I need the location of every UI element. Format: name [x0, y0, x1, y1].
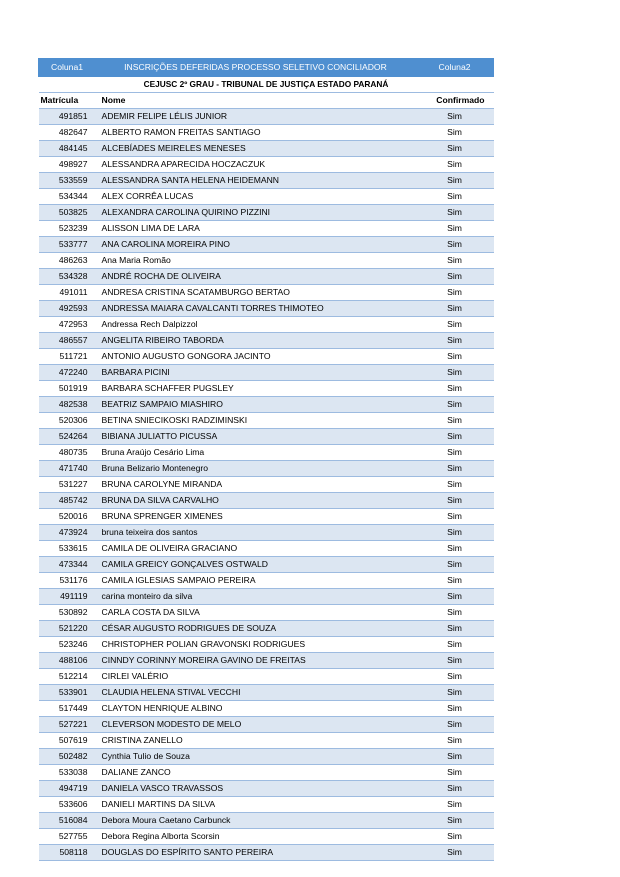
row-confirmado: Sim: [416, 557, 494, 573]
row-nome: CAMILA IGLESIAS SAMPAIO PEREIRA: [96, 573, 416, 589]
row-confirmado: Sim: [416, 541, 494, 557]
table-row: [39, 749, 494, 765]
table-row: [39, 845, 494, 861]
table-row: [39, 765, 494, 781]
row-confirmado: Sim: [416, 717, 494, 733]
row-nome: bruna teixeira dos santos: [96, 525, 416, 541]
table-row: [39, 525, 494, 541]
header-col1: Coluna1: [39, 59, 96, 77]
row-nome: CINNDY CORINNY MOREIRA GAVINO DE FREITAS: [96, 653, 416, 669]
row-confirmado: Sim: [416, 605, 494, 621]
row-matricula: 533559: [39, 173, 96, 189]
row-nome: Bruna Belizario Montenegro: [96, 461, 416, 477]
row-confirmado: Sim: [416, 749, 494, 765]
row-matricula: 472953: [39, 317, 96, 333]
table-row: [39, 589, 494, 605]
row-nome: DANIELI MARTINS DA SILVA: [96, 797, 416, 813]
row-confirmado: Sim: [416, 621, 494, 637]
table-row: [39, 253, 494, 269]
table-row: [39, 733, 494, 749]
row-matricula: 531227: [39, 477, 96, 493]
table-row: [39, 653, 494, 669]
table-row: [39, 717, 494, 733]
row-nome: ANDRÉ ROCHA DE OLIVEIRA: [96, 269, 416, 285]
row-nome: ALESSANDRA APARECIDA HOCZACZUK: [96, 157, 416, 173]
row-matricula: 482647: [39, 125, 96, 141]
row-matricula: 485742: [39, 493, 96, 509]
row-matricula: 512214: [39, 669, 96, 685]
row-nome: ANA CAROLINA MOREIRA PINO: [96, 237, 416, 253]
row-nome: Debora Moura Caetano Carbunck: [96, 813, 416, 829]
row-nome: ADEMIR FELIPE LÉLIS JUNIOR: [96, 109, 416, 125]
row-nome: CARLA COSTA DA SILVA: [96, 605, 416, 621]
table-row: [39, 429, 494, 445]
row-matricula: 472240: [39, 365, 96, 381]
table-row: [39, 829, 494, 845]
row-matricula: 484145: [39, 141, 96, 157]
row-confirmado: Sim: [416, 461, 494, 477]
row-confirmado: Sim: [416, 253, 494, 269]
table-row: [39, 365, 494, 381]
row-confirmado: Sim: [416, 317, 494, 333]
row-matricula: 473344: [39, 557, 96, 573]
subheader-row: [39, 77, 494, 93]
row-nome: BARBARA SCHAFFER PUGSLEY: [96, 381, 416, 397]
row-nome: ANDRESSA MAIARA CAVALCANTI TORRES THIMOTEO: [96, 301, 416, 317]
row-matricula: 508118: [39, 845, 96, 861]
table-row: [39, 557, 494, 573]
row-matricula: 502482: [39, 749, 96, 765]
row-confirmado: Sim: [416, 781, 494, 797]
table-row: [39, 637, 494, 653]
row-nome: DALIANE ZANCO: [96, 765, 416, 781]
candidates-table: [38, 58, 494, 861]
table-row: [39, 573, 494, 589]
row-matricula: 482538: [39, 397, 96, 413]
row-nome: CRISTINA ZANELLO: [96, 733, 416, 749]
table-row: [39, 349, 494, 365]
row-confirmado: Sim: [416, 413, 494, 429]
row-confirmado: Sim: [416, 141, 494, 157]
row-confirmado: Sim: [416, 845, 494, 861]
row-confirmado: Sim: [416, 525, 494, 541]
table-row: [39, 621, 494, 637]
table-row: [39, 461, 494, 477]
row-nome: CIRLEI VALÉRIO: [96, 669, 416, 685]
row-nome: ALCEBÍADES MEIRELES MENESES: [96, 141, 416, 157]
table-body: [39, 109, 494, 861]
row-confirmado: Sim: [416, 797, 494, 813]
table-row: [39, 509, 494, 525]
row-confirmado: Sim: [416, 829, 494, 845]
header-title: INSCRIÇÕES DEFERIDAS PROCESSO SELETIVO CONCILIADOR: [96, 59, 416, 77]
row-nome: ALEX CORRÊA LUCAS: [96, 189, 416, 205]
row-nome: CÉSAR AUGUSTO RODRIGUES DE SOUZA: [96, 621, 416, 637]
row-matricula: 527221: [39, 717, 96, 733]
row-confirmado: Sim: [416, 109, 494, 125]
row-matricula: 492593: [39, 301, 96, 317]
row-nome: ANGELITA RIBEIRO TABORDA: [96, 333, 416, 349]
table-row: [39, 477, 494, 493]
table-row: [39, 493, 494, 509]
spreadsheet-page: [38, 58, 493, 861]
table-row: [39, 269, 494, 285]
table-row: [39, 813, 494, 829]
row-nome: carina monteiro da silva: [96, 589, 416, 605]
row-matricula: 520306: [39, 413, 96, 429]
row-matricula: 533901: [39, 685, 96, 701]
row-matricula: 488106: [39, 653, 96, 669]
row-matricula: 501919: [39, 381, 96, 397]
row-matricula: 471740: [39, 461, 96, 477]
row-nome: ALBERTO RAMON FREITAS SANTIAGO: [96, 125, 416, 141]
table-row: [39, 397, 494, 413]
row-confirmado: Sim: [416, 221, 494, 237]
row-matricula: 534344: [39, 189, 96, 205]
row-matricula: 491011: [39, 285, 96, 301]
row-matricula: 533777: [39, 237, 96, 253]
row-nome: ANTONIO AUGUSTO GONGORA JACINTO: [96, 349, 416, 365]
row-confirmado: Sim: [416, 365, 494, 381]
row-nome: DANIELA VASCO TRAVASSOS: [96, 781, 416, 797]
row-confirmado: Sim: [416, 637, 494, 653]
row-nome: CAMILA GREICY GONÇALVES OSTWALD: [96, 557, 416, 573]
table-row: [39, 141, 494, 157]
header-col2: Coluna2: [416, 59, 494, 77]
row-confirmado: Sim: [416, 157, 494, 173]
row-nome: ALISSON LIMA DE LARA: [96, 221, 416, 237]
row-nome: BETINA SNIECIKOSKI RADZIMINSKI: [96, 413, 416, 429]
table-row: [39, 173, 494, 189]
row-confirmado: Sim: [416, 125, 494, 141]
row-matricula: 531176: [39, 573, 96, 589]
row-confirmado: Sim: [416, 685, 494, 701]
row-matricula: 523239: [39, 221, 96, 237]
row-confirmado: Sim: [416, 509, 494, 525]
row-confirmado: Sim: [416, 573, 494, 589]
row-matricula: 511721: [39, 349, 96, 365]
table-row: [39, 413, 494, 429]
row-confirmado: Sim: [416, 269, 494, 285]
table-row: [39, 285, 494, 301]
row-nome: ALESSANDRA SANTA HELENA HEIDEMANN: [96, 173, 416, 189]
table-row: [39, 781, 494, 797]
table-row: [39, 237, 494, 253]
row-matricula: 491119: [39, 589, 96, 605]
row-matricula: 530892: [39, 605, 96, 621]
row-nome: BRUNA DA SILVA CARVALHO: [96, 493, 416, 509]
row-matricula: 517449: [39, 701, 96, 717]
row-confirmado: Sim: [416, 701, 494, 717]
row-confirmado: Sim: [416, 653, 494, 669]
table-row: [39, 701, 494, 717]
row-nome: Debora Regina Alborta Scorsin: [96, 829, 416, 845]
row-nome: CLAYTON HENRIQUE ALBINO: [96, 701, 416, 717]
row-matricula: 486557: [39, 333, 96, 349]
table-row: [39, 125, 494, 141]
row-nome: CLAUDIA HELENA STIVAL VECCHI: [96, 685, 416, 701]
table-row: [39, 669, 494, 685]
row-matricula: 520016: [39, 509, 96, 525]
row-nome: CAMILA DE OLIVEIRA GRACIANO: [96, 541, 416, 557]
row-matricula: 523246: [39, 637, 96, 653]
row-nome: BRUNA CAROLYNE MIRANDA: [96, 477, 416, 493]
row-nome: ALEXANDRA CAROLINA QUIRINO PIZZINI: [96, 205, 416, 221]
table-row: [39, 445, 494, 461]
row-matricula: 494719: [39, 781, 96, 797]
column-nome: Nome: [96, 93, 416, 109]
table-row: [39, 333, 494, 349]
row-confirmado: Sim: [416, 381, 494, 397]
row-nome: Andressa Rech Dalpizzol: [96, 317, 416, 333]
row-confirmado: Sim: [416, 285, 494, 301]
row-nome: CHRISTOPHER POLIAN GRAVONSKI RODRIGUES: [96, 637, 416, 653]
row-confirmado: Sim: [416, 445, 494, 461]
row-matricula: 491851: [39, 109, 96, 125]
row-nome: CLEVERSON MODESTO DE MELO: [96, 717, 416, 733]
row-confirmado: Sim: [416, 397, 494, 413]
row-confirmado: Sim: [416, 333, 494, 349]
row-nome: Ana Maria Romão: [96, 253, 416, 269]
row-matricula: 524264: [39, 429, 96, 445]
row-confirmado: Sim: [416, 205, 494, 221]
row-matricula: 486263: [39, 253, 96, 269]
row-nome: BARBARA PICINI: [96, 365, 416, 381]
row-confirmado: Sim: [416, 765, 494, 781]
row-matricula: 533615: [39, 541, 96, 557]
row-nome: BRUNA SPRENGER XIMENES: [96, 509, 416, 525]
table-row: [39, 317, 494, 333]
row-confirmado: Sim: [416, 813, 494, 829]
row-confirmado: Sim: [416, 173, 494, 189]
table-row: [39, 205, 494, 221]
row-nome: Bruna Araújo Cesário Lima: [96, 445, 416, 461]
row-matricula: 480735: [39, 445, 96, 461]
table-row: [39, 541, 494, 557]
row-confirmado: Sim: [416, 349, 494, 365]
table-row: [39, 685, 494, 701]
row-matricula: 498927: [39, 157, 96, 173]
row-matricula: 533038: [39, 765, 96, 781]
row-confirmado: Sim: [416, 429, 494, 445]
row-confirmado: Sim: [416, 237, 494, 253]
row-matricula: 507619: [39, 733, 96, 749]
row-nome: DOUGLAS DO ESPÍRITO SANTO PEREIRA: [96, 845, 416, 861]
row-nome: BIBIANA JULIATTO PICUSSA: [96, 429, 416, 445]
row-nome: BEATRIZ SAMPAIO MIASHIRO: [96, 397, 416, 413]
row-confirmado: Sim: [416, 493, 494, 509]
subheader-title: CEJUSC 2º GRAU - TRIBUNAL DE JUSTIÇA ESTADO PARANÁ: [39, 77, 494, 93]
table-row: [39, 381, 494, 397]
table-row: [39, 157, 494, 173]
table-row: [39, 221, 494, 237]
column-header-row: [39, 93, 494, 109]
table-row: [39, 189, 494, 205]
row-confirmado: Sim: [416, 477, 494, 493]
row-matricula: 503825: [39, 205, 96, 221]
row-matricula: 534328: [39, 269, 96, 285]
column-confirmado: Confirmado: [416, 93, 494, 109]
table-header-row: [39, 59, 494, 77]
column-matricula: Matrícula: [39, 93, 96, 109]
row-matricula: 473924: [39, 525, 96, 541]
table-row: [39, 797, 494, 813]
row-confirmado: Sim: [416, 301, 494, 317]
row-matricula: 527755: [39, 829, 96, 845]
row-matricula: 533606: [39, 797, 96, 813]
row-nome: Cynthia Tulio de Souza: [96, 749, 416, 765]
table-row: [39, 109, 494, 125]
row-confirmado: Sim: [416, 733, 494, 749]
row-confirmado: Sim: [416, 589, 494, 605]
table-row: [39, 301, 494, 317]
row-confirmado: Sim: [416, 669, 494, 685]
row-nome: ANDRESA CRISTINA SCATAMBURGO BERTAO: [96, 285, 416, 301]
row-matricula: 516084: [39, 813, 96, 829]
row-matricula: 521220: [39, 621, 96, 637]
row-confirmado: Sim: [416, 189, 494, 205]
table-row: [39, 605, 494, 621]
